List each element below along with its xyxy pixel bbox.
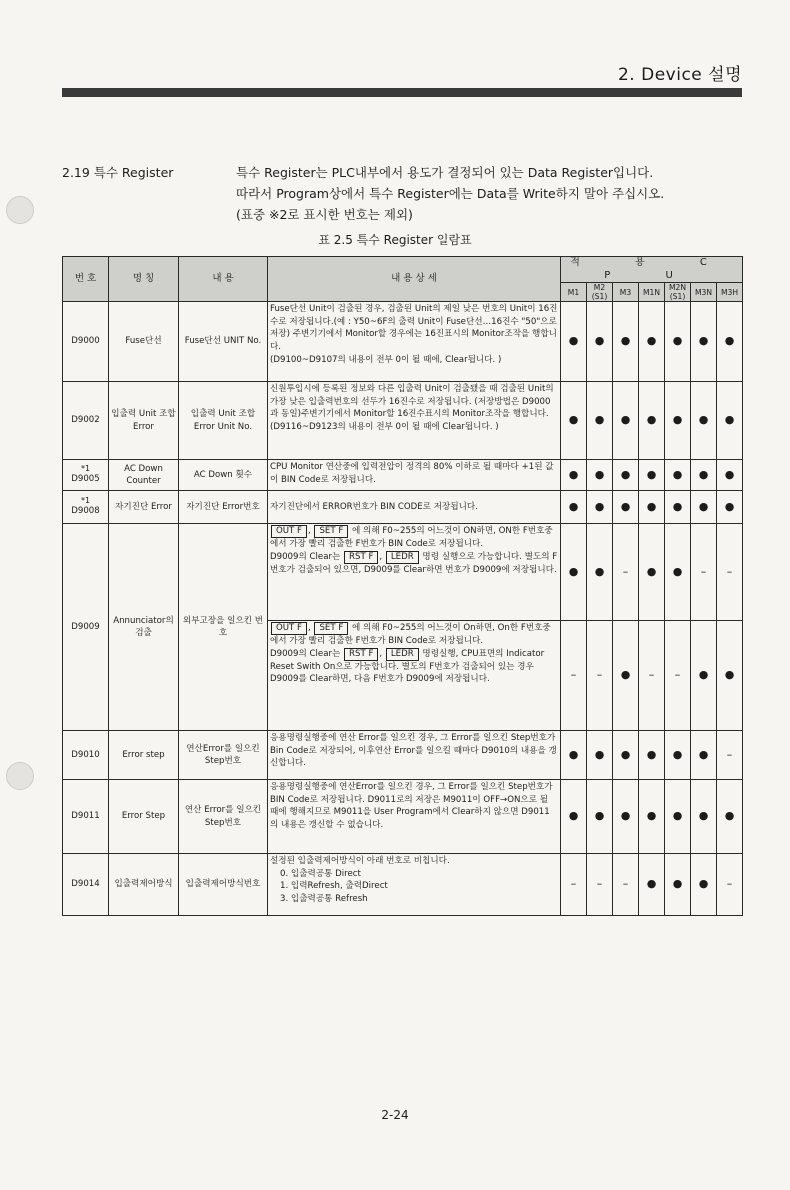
cpu-mark: ● (717, 491, 743, 524)
register-detail (268, 302, 561, 382)
table-row (63, 780, 743, 854)
section-title: 2.19 특수 Register (62, 165, 174, 180)
register-content: 입출력 Unit 조합 Error Unit No. (179, 382, 268, 460)
cpu-mark: ● (561, 780, 587, 854)
register-number-label: D9009 (71, 621, 100, 632)
table-row (63, 854, 743, 916)
cpu-mark: ● (639, 854, 665, 916)
cpu-mark: – (613, 524, 639, 621)
register-name: AC Down Counter (109, 460, 179, 491)
cpu-mark: ● (561, 731, 587, 780)
register-number (63, 524, 109, 731)
cpu-mark: ● (587, 491, 613, 524)
cpu-mark: ● (717, 780, 743, 854)
detail-text: Fuse단선 Unit이 검출된 경우, 검출된 Unit의 제일 낮은 번호의 Unit이 16진수로 저장됩니다.(예 : Y50~6F의 출력 Unit이 Fuse단선…16진수 "50"으로 저장) 주변기기에서 Monitor할 경우에는 16진표시의 Monitor조작을 행합니다. (270, 304, 558, 352)
cpu-mark: ● (691, 731, 717, 780)
table-row (63, 731, 743, 780)
register-detail (268, 854, 561, 916)
cpu-mark: ● (587, 780, 613, 854)
register-content: 연산Error를 일으킨 Step번호 (179, 731, 268, 780)
cpu-mark: ● (587, 731, 613, 780)
register-number-label: D9008 (71, 505, 100, 516)
detail-text: 신원투입시에 등록된 정보와 다른 입출력 Unit이 검출됐을 때 검출된 Unit의 가장 낮은 입출력번호의 선두가 16진수로 저장됩니다. (저장방법은 D9000과 동일)주변기기에서 Monitor할 16진수표시의 Monitor조작을 행합니다. (270, 384, 554, 420)
detail-text: 응용명령실행중에 연산Error를 일으킨 경우, 그 Error를 일으킨 Step번호가 BIN Code로 저장됩니다. D9011로의 저장은 M9011이 OFF→ON으로 될 때에 행해지므로 M9011을 User Program에서 Clear하지 않으면 D9011의 내용은 갱신할 수 없습니다. (270, 782, 553, 830)
cpu-mark: ● (665, 524, 691, 621)
table-row (63, 491, 743, 524)
footnote-mark: *1 (80, 495, 91, 505)
cpu-mark: – (587, 621, 613, 731)
detail-text: (D9116~D9123의 내용이 전부 0이 될 때에 Clear됩니다. ) (270, 421, 499, 432)
register-name: Error Step (109, 780, 179, 854)
cpu-mark: – (717, 731, 743, 780)
cpu-mark: ● (561, 382, 587, 460)
cpu-mark: ● (665, 302, 691, 382)
binder-hole-bottom (6, 762, 34, 790)
register-name: 자기진단 Error (109, 491, 179, 524)
cpu-mark: – (665, 621, 691, 731)
register-number-label: D9010 (71, 749, 100, 760)
cpu-mark: ● (639, 780, 665, 854)
detail-text-span: D9009의 Clear는 (270, 648, 341, 659)
register-content: 입출력제어방식번호 (179, 854, 268, 916)
cpu-mark: ● (691, 302, 717, 382)
table-row (63, 524, 743, 621)
cpu-mark: ● (717, 621, 743, 731)
detail-text-span: 명령실행, CPU표면의 Indicator Reset Swith On으로 가능합니다. 별도의 F번호가 검출되어 있는 경우 D9009를 Clear하면, 다음 F번호가 D9009에 저장됩니다. (270, 648, 545, 685)
register-number-label: D9000 (71, 336, 100, 347)
cpu-mark: – (561, 854, 587, 916)
table-row (63, 382, 743, 460)
cpu-mark: ● (717, 302, 743, 382)
cpu-mark: ● (587, 382, 613, 460)
cpu-mark: ● (587, 302, 613, 382)
detail-list-item: 0. 입출력공통 Direct (280, 868, 361, 879)
cpu-mark: ● (639, 491, 665, 524)
cpu-col-header: M1 (561, 283, 587, 302)
intro-line: 특수 Register는 PLC내부에서 용도가 결정되어 있는 Data Register입니다. (236, 165, 654, 180)
cpu-mark: ● (613, 460, 639, 491)
cpu-mark: ● (613, 302, 639, 382)
detail-text: OUT F , SET F 에 의해 F0~255의 어느것이 ON하면, ON한 F번호중에서 가장 빨리 검출한 F번호가 BIN Code로 저장됩니다. (270, 526, 553, 550)
detail-text-span: 에 의해 F0~255의 어느것이 ON하면, ON한 F번호중에서 가장 빨리 검출한 F번호가 BIN Code로 저장됩니다. (270, 526, 553, 550)
detail-text: (D9100~D9107의 내용이 전부 0이 될 때에, Clear됩니다. ) (270, 354, 502, 365)
register-number-label: D9005 (71, 473, 100, 484)
rst-f-key: RST F (344, 648, 378, 661)
detail-text: D9009의 Clear는 RST F , LEDR 명령실행, CPU표면의 Indicator Reset Swith On으로 가능합니다. 별도의 F번호가 검출되어 있는 경우 D9009를 Clear하면, 다음 F번호가 D9009에 저장됩니다. (270, 648, 545, 685)
out-f-key: OUT F (271, 525, 307, 538)
cpu-mark: – (691, 524, 717, 621)
cpu-mark: ● (717, 460, 743, 491)
cpu-mark: – (613, 854, 639, 916)
cpu-col-header: M2N (S1) (665, 283, 691, 302)
cpu-mark: ● (639, 460, 665, 491)
cpu-mark: ● (561, 491, 587, 524)
section-intro (236, 162, 756, 225)
cpu-mark: – (717, 524, 743, 621)
detail-text-span: 에 의해 F0~255의 어느것이 On하면, On한 F번호중에서 가장 빨리 검출한 F번호가 BIN Code로 저장됩니다. (270, 623, 551, 647)
table-row (63, 460, 743, 491)
register-detail (268, 491, 561, 524)
register-name: Error step (109, 731, 179, 780)
register-content: 자기진단 Error번호 (179, 491, 268, 524)
register-number (63, 854, 109, 916)
ledr-key: LEDR (386, 648, 419, 661)
register-detail (268, 780, 561, 854)
ledr-key: LEDR (386, 551, 419, 564)
cpu-mark: ● (561, 302, 587, 382)
cpu-mark: ● (717, 382, 743, 460)
header-name: 명 칭 (109, 257, 179, 302)
cpu-mark: ● (691, 621, 717, 731)
cpu-mark: ● (639, 302, 665, 382)
cpu-mark: ● (665, 460, 691, 491)
register-number-label: D9011 (71, 811, 100, 822)
cpu-mark: ● (691, 854, 717, 916)
cpu-mark: ● (665, 382, 691, 460)
register-name: Annunciator의 검출 (109, 524, 179, 731)
detail-list-item: 3. 입출력공통 Refresh (280, 893, 368, 904)
header-detail: 내 용 상 세 (268, 257, 561, 302)
cpu-mark: ● (665, 854, 691, 916)
cpu-mark: – (561, 621, 587, 731)
register-name: Fuse단선 (109, 302, 179, 382)
binder-hole-top (6, 196, 34, 224)
register-number (63, 460, 109, 491)
register-number-label: D9002 (71, 415, 100, 426)
cpu-mark: ● (613, 491, 639, 524)
cpu-mark: ● (691, 382, 717, 460)
register-detail (268, 460, 561, 491)
cpu-col-header: M3H (717, 283, 743, 302)
register-name: 입출력 Unit 조합 Error (109, 382, 179, 460)
header-rule (62, 88, 742, 97)
register-number (63, 302, 109, 382)
special-register-table (62, 256, 743, 916)
cpu-mark: ● (639, 382, 665, 460)
header-cpu: 적 용 C P U (561, 257, 743, 283)
register-content: 외부고장을 일으킨 번 호 (179, 524, 268, 731)
cpu-mark: ● (613, 780, 639, 854)
header-content: 내 용 (179, 257, 268, 302)
cpu-mark: ● (639, 731, 665, 780)
footnote-mark: *1 (80, 463, 91, 473)
table-row (63, 302, 743, 382)
register-number (63, 491, 109, 524)
cpu-mark: ● (587, 524, 613, 621)
table-caption: 표 2.5 특수 Register 일람표 (318, 233, 472, 247)
register-number (63, 382, 109, 460)
cpu-col-header: M1N (639, 283, 665, 302)
set-f-key: SET F (314, 622, 348, 635)
intro-line: (표중 ※2로 표시한 번호는 제외) (236, 207, 413, 222)
detail-text: 설정된 입출력제어방식이 아래 번호로 비칩니다. (270, 856, 450, 867)
intro-line: 따라서 Program상에서 특수 Register에는 Data를 Write하지 말아 주십시오. (236, 186, 665, 201)
cpu-mark: ● (587, 460, 613, 491)
cpu-mark: ● (691, 780, 717, 854)
cpu-mark: ● (561, 460, 587, 491)
cpu-mark: – (717, 854, 743, 916)
page-number: 2-24 (381, 1108, 409, 1122)
cpu-mark: ● (665, 491, 691, 524)
detail-text: 응용명령실행중에 연산 Error를 일으킨 경우, 그 Error를 일으킨 Step번호가 Bin Code로 저장되어, 이후연산 Error를 일으킬 때마다 D9010의 내용을 갱신합니다. (270, 733, 557, 769)
register-number-label: D9014 (71, 879, 100, 890)
cpu-mark: ● (691, 460, 717, 491)
register-detail (268, 731, 561, 780)
register-content: 연산 Error를 일으킨 Step번호 (179, 780, 268, 854)
detail-text: CPU Monitor 연산중에 입력전압이 정격의 80% 이하로 될 때마다 +1된 값이 BIN Code로 저장됩니다. (270, 462, 554, 485)
cpu-mark: ● (613, 621, 639, 731)
detail-text-span: 명령 실행으로 가능합니다. 별도의 F번호가 검출되어 있으면, D9009를 Clear하면 번호가 D9009에 저장됩니다. (270, 551, 558, 575)
cpu-col-header: M3N (691, 283, 717, 302)
cpu-mark: ● (665, 731, 691, 780)
register-detail (268, 524, 561, 621)
cpu-mark: ● (691, 491, 717, 524)
register-detail (268, 382, 561, 460)
cpu-col-header: M3 (613, 283, 639, 302)
rst-f-key: RST F (344, 551, 378, 564)
detail-text-span: D9009의 Clear는 (270, 551, 341, 562)
cpu-mark: ● (613, 731, 639, 780)
cpu-mark: ● (665, 780, 691, 854)
register-name: 입출력제어방식 (109, 854, 179, 916)
chapter-header: 2. Device 설명 (617, 65, 742, 85)
cpu-mark: – (587, 854, 613, 916)
register-content: Fuse단선 UNIT No. (179, 302, 268, 382)
header-no: 번 호 (63, 257, 109, 302)
register-number (63, 731, 109, 780)
set-f-key: SET F (314, 525, 348, 538)
cpu-mark: ● (613, 382, 639, 460)
cpu-mark: – (639, 621, 665, 731)
register-detail (268, 621, 561, 731)
detail-text: D9009의 Clear는 RST F , LEDR 명령 실행으로 가능합니다. 별도의 F번호가 검출되어 있으면, D9009를 Clear하면 번호가 D9009에 저장됩니다. (270, 551, 558, 575)
cpu-mark: ● (639, 524, 665, 621)
cpu-col-header: M2 (S1) (587, 283, 613, 302)
register-number (63, 780, 109, 854)
register-content: AC Down 횟수 (179, 460, 268, 491)
detail-text: OUT F , SET F 에 의해 F0~255의 어느것이 On하면, On한 F번호중에서 가장 빨리 검출한 F번호가 BIN Code로 저장됩니다. (270, 623, 551, 647)
detail-text: 자기진단에서 ERROR번호가 BIN CODE로 저장됩니다. (270, 501, 478, 512)
out-f-key: OUT F (271, 622, 307, 635)
cpu-mark: ● (561, 524, 587, 621)
detail-list-item: 1. 입력Refresh, 출력Direct (280, 881, 388, 892)
